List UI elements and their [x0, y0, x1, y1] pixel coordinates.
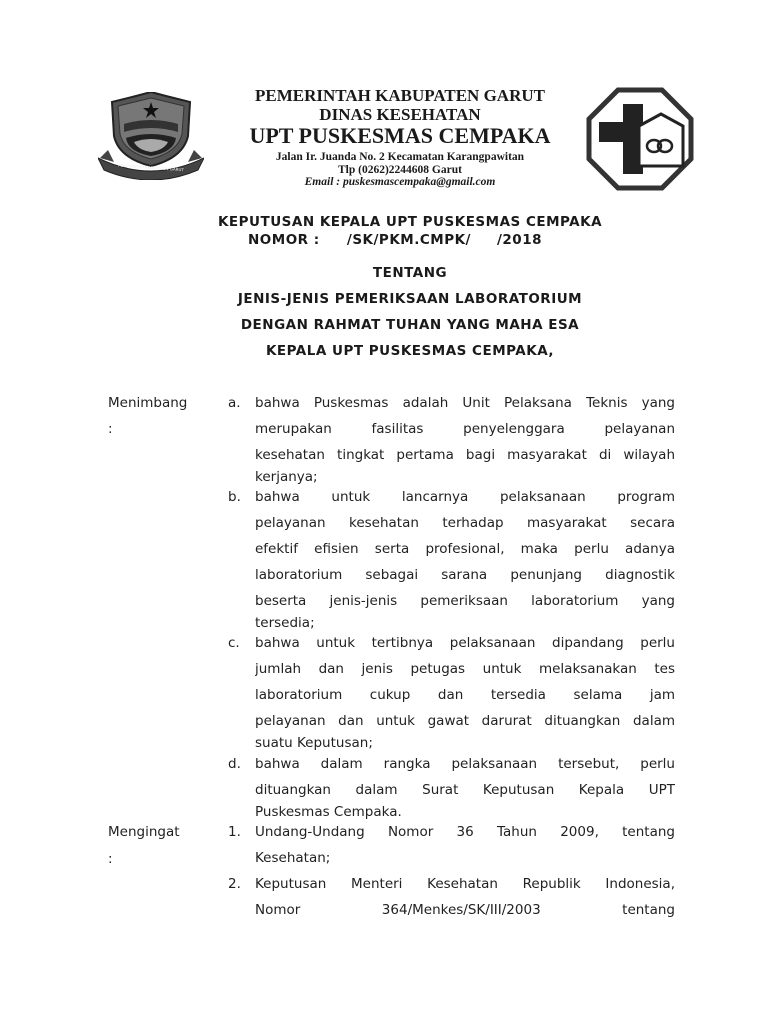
header-line-3: UPT PUSKESMAS CEMPAKA — [249, 123, 551, 148]
garut-logo — [98, 92, 204, 180]
text-line: merupakan fasilitas penyelenggara pelayanan — [255, 421, 675, 437]
text-line: dituangkan dalam Surat Keputusan Kepala UPT — [255, 782, 675, 798]
decree-number — [248, 232, 542, 248]
text-line: Kesehatan; — [255, 850, 331, 866]
menimbang-marker-c: c. — [228, 635, 240, 651]
menimbang-marker-b: b. — [228, 489, 241, 505]
text-line: laboratorium sebagai sarana penunjang diagnostik — [255, 567, 675, 583]
text-line: Nomor 364/Menkes/SK/III/2003 tentang — [255, 902, 675, 918]
text-line: laboratorium cukup dan tersedia selama jam — [255, 687, 675, 703]
header-line-1: PEMERINTAH KABUPATEN GARUT — [255, 86, 545, 105]
text-line: suatu Keputusan; — [255, 735, 373, 751]
decree-authority: KEPALA UPT PUSKESMAS CEMPAKA, — [265, 343, 555, 359]
text-line: kesehatan tingkat pertama bagi masyarakat di wilayah — [255, 447, 675, 463]
menimbang-colon: : — [108, 421, 113, 437]
mengingat-item-2 — [255, 871, 675, 923]
puskesmas-logo — [585, 86, 695, 192]
text-line: pelayanan dan untuk gawat darurat dituangkan dalam — [255, 713, 675, 729]
mengingat-colon: : — [108, 851, 113, 867]
decree-number-value: /SK/PKM.CMPK/ /2018 — [346, 232, 542, 248]
decree-title: KEPUTUSAN KEPALA UPT PUSKESMAS CEMPAKA — [217, 214, 603, 230]
text-line: bahwa Puskesmas adalah Unit Pelaksana Teknis yang — [255, 395, 675, 411]
text-line: beserta jenis-jenis pemeriksaan laboratorium yang — [255, 593, 675, 609]
menimbang-marker-a: a. — [228, 395, 241, 411]
decree-subject: JENIS-JENIS PEMERIKSAAN LABORATORIUM — [237, 291, 583, 307]
mengingat-label: Mengingat — [108, 824, 180, 840]
text-line: Puskesmas Cempaka. — [255, 804, 402, 820]
mengingat-item-1 — [255, 819, 675, 871]
text-line: efektif efisien serta profesional, maka perlu adanya — [255, 541, 675, 557]
header-address: Jalan Ir. Juanda No. 2 Kecamatan Karangpawitan — [275, 151, 525, 163]
text-line: bahwa untuk tertibnya pelaksanaan dipandang perlu — [255, 635, 675, 651]
decree-invocation: DENGAN RAHMAT TUHAN YANG MAHA ESA — [240, 317, 580, 333]
header-email: Email : puskesmascempaka@gmail.com — [304, 176, 496, 188]
text-line: tersedia; — [255, 615, 315, 631]
menimbang-item-a — [255, 390, 675, 486]
text-line: Undang-Undang Nomor 36 Tahun 2009, tentang — [255, 824, 675, 840]
menimbang-item-d — [255, 751, 675, 821]
garut-logo-banner-text: PEMERINTAH KABUPATEN GARUT — [118, 162, 184, 173]
text-line: kerjanya; — [255, 469, 318, 485]
menimbang-item-b — [255, 484, 675, 632]
text-line: Keputusan Menteri Kesehatan Republik Indonesia, — [255, 876, 675, 892]
text-line: jumlah dan jenis petugas untuk melaksanakan tes — [255, 661, 675, 677]
text-line: bahwa dalam rangka pelaksanaan tersebut, perlu — [255, 756, 675, 772]
menimbang-item-c — [255, 630, 675, 752]
decree-number-label: NOMOR : — [248, 232, 320, 248]
header-line-2: DINAS KESEHATAN — [319, 105, 481, 124]
header-phone: Tlp (0262)2244608 Garut — [338, 164, 462, 176]
mengingat-marker-1: 1. — [228, 824, 241, 840]
decree-tentang: TENTANG — [372, 265, 448, 281]
text-line: bahwa untuk lancarnya pelaksanaan program — [255, 489, 675, 505]
mengingat-marker-2: 2. — [228, 876, 241, 892]
menimbang-marker-d: d. — [228, 756, 241, 772]
text-line: pelayanan kesehatan terhadap masyarakat secara — [255, 515, 675, 531]
menimbang-label: Menimbang — [108, 395, 188, 411]
